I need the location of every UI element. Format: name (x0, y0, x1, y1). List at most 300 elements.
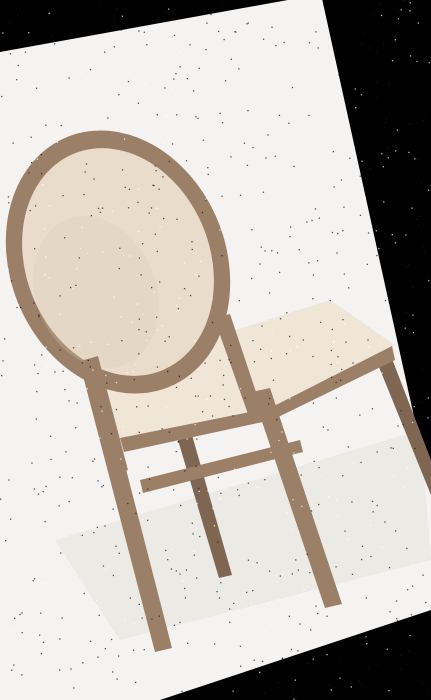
noise-dot (202, 411, 203, 412)
noise-dot (405, 546, 406, 547)
noise-dot (318, 504, 319, 505)
noise-dot (168, 9, 169, 10)
noise-dot (397, 620, 398, 621)
noise-dot (383, 201, 384, 202)
noise-dot (282, 573, 283, 574)
noise-dot (262, 670, 263, 671)
noise-dot (134, 623, 135, 624)
noise-dot (90, 641, 91, 642)
noise-dot (11, 670, 12, 671)
noise-dot (23, 120, 24, 121)
noise-dot (237, 489, 238, 490)
noise-dot (401, 410, 402, 411)
noise-dot (27, 138, 28, 139)
noise-dot (361, 684, 362, 685)
noise-dot (147, 489, 148, 490)
noise-dot (406, 548, 407, 549)
noise-dot (264, 479, 265, 480)
noise-dot (64, 389, 65, 390)
noise-dot (414, 406, 415, 407)
noise-dot (248, 560, 249, 561)
noise-dot (92, 533, 93, 534)
noise-dot (308, 115, 309, 116)
noise-dot (120, 77, 121, 78)
noise-dot (332, 232, 333, 233)
noise-dot (373, 14, 374, 15)
noise-dot (46, 486, 47, 487)
noise-dot (286, 353, 287, 354)
noise-dot (282, 651, 283, 652)
noise-dot (2, 309, 3, 310)
noise-dot (403, 0, 404, 1)
noise-dot (97, 657, 98, 658)
noise-dot (70, 668, 71, 669)
noise-dot (124, 676, 125, 677)
noise-dot (290, 226, 291, 227)
noise-dot (148, 44, 149, 45)
noise-dot (194, 551, 195, 552)
noise-dot (128, 207, 129, 208)
noise-dot (417, 159, 418, 160)
noise-dot (393, 448, 394, 449)
noise-dot (132, 371, 133, 372)
noise-dot (115, 546, 116, 547)
noise-dot (302, 170, 303, 171)
noise-dot (20, 307, 21, 308)
noise-dot (182, 466, 183, 467)
noise-dot (99, 437, 100, 438)
noise-dot (174, 625, 175, 626)
noise-dot (252, 340, 253, 341)
noise-dot (215, 459, 216, 460)
noise-dot (221, 399, 222, 400)
noise-dot (365, 197, 366, 198)
noise-dot (106, 382, 107, 383)
noise-dot (202, 212, 203, 213)
noise-dot (410, 55, 411, 56)
noise-dot (129, 189, 130, 190)
noise-dot (30, 33, 31, 34)
noise-dot (381, 153, 382, 154)
noise-dot (423, 120, 424, 121)
noise-dot (6, 387, 7, 388)
noise-dot (395, 150, 396, 151)
noise-dot (299, 38, 300, 39)
noise-dot (199, 68, 200, 69)
noise-dot (240, 179, 241, 180)
noise-dot (260, 349, 261, 350)
noise-dot (353, 408, 354, 409)
noise-dot (275, 156, 276, 157)
noise-dot (178, 310, 179, 311)
noise-dot (163, 143, 164, 144)
noise-dot (292, 499, 293, 500)
noise-dot (72, 288, 73, 289)
noise-dot (275, 575, 276, 576)
noise-dot (146, 492, 147, 493)
noise-dot (329, 409, 330, 410)
noise-dot (257, 562, 258, 563)
noise-dot (383, 42, 384, 43)
noise-dot (210, 14, 211, 15)
noise-dot (320, 119, 321, 120)
noise-dot (180, 66, 181, 67)
noise-dot (172, 11, 173, 12)
noise-dot (195, 116, 196, 117)
noise-dot (15, 630, 16, 631)
noise-dot (167, 371, 168, 372)
noise-dot (396, 600, 397, 601)
noise-dot (244, 448, 245, 449)
noise-dot (362, 546, 363, 547)
noise-dot (204, 362, 205, 363)
noise-dot (320, 322, 321, 323)
noise-dot (225, 180, 226, 181)
noise-dot (90, 366, 91, 367)
noise-dot (303, 339, 304, 340)
noise-dot (2, 360, 3, 361)
noise-dot (199, 536, 200, 537)
noise-dot (54, 371, 55, 372)
noise-dot (127, 503, 128, 504)
noise-dot (246, 609, 247, 610)
noise-dot (43, 491, 44, 492)
noise-dot (25, 663, 26, 664)
noise-dot (239, 300, 240, 301)
noise-dot (51, 35, 52, 36)
noise-dot (207, 167, 208, 168)
noise-dot (114, 46, 115, 47)
noise-dot (220, 493, 221, 494)
noise-dot (210, 395, 211, 396)
noise-dot (412, 287, 413, 288)
noise-dot (384, 122, 385, 123)
noise-dot (221, 196, 222, 197)
noise-dot (82, 58, 83, 59)
noise-dot (267, 603, 268, 604)
noise-dot (197, 118, 198, 119)
noise-dot (369, 346, 370, 347)
noise-dot (117, 678, 118, 679)
noise-dot (234, 31, 235, 32)
noise-dot (365, 279, 366, 280)
noise-dot (157, 330, 158, 331)
noise-dot (363, 32, 364, 33)
noise-dot (169, 161, 170, 162)
noise-dot (274, 318, 275, 319)
noise-dot (218, 31, 219, 32)
noise-dot (416, 605, 417, 606)
noise-dot (144, 32, 145, 33)
noise-dot (79, 257, 80, 258)
noise-dot (214, 525, 215, 526)
noise-dot (400, 654, 401, 655)
noise-dot (429, 62, 430, 63)
noise-dot (372, 501, 373, 502)
noise-dot (117, 83, 118, 84)
noise-dot (327, 429, 328, 430)
noise-dot (195, 274, 196, 275)
noise-dot (301, 548, 302, 549)
noise-dot (148, 133, 149, 134)
noise-dot (178, 441, 179, 442)
noise-dot (1, 348, 2, 349)
noise-dot (407, 589, 408, 590)
noise-dot (41, 354, 42, 355)
noise-dot (148, 467, 149, 468)
noise-dot (301, 474, 302, 475)
noise-dot (224, 399, 225, 400)
noise-dot (405, 359, 406, 360)
noise-dot (242, 592, 243, 593)
noise-dot (403, 486, 404, 487)
noise-dot (387, 420, 388, 421)
noise-dot (408, 620, 409, 621)
noise-dot (271, 350, 272, 351)
noise-dot (352, 574, 353, 575)
noise-dot (303, 589, 304, 590)
noise-dot (14, 63, 15, 64)
noise-dot (50, 459, 51, 460)
noise-dot (299, 249, 300, 250)
noise-dot (157, 114, 158, 115)
noise-dot (142, 519, 143, 520)
noise-dot (185, 597, 186, 598)
noise-dot (361, 161, 362, 162)
noise-dot (409, 635, 410, 636)
noise-dot (134, 364, 135, 365)
noise-dot (244, 122, 245, 123)
noise-dot (90, 69, 91, 70)
noise-dot (16, 307, 17, 308)
noise-dot (186, 137, 187, 138)
noise-dot (275, 45, 276, 46)
noise-dot (69, 77, 70, 78)
noise-dot (299, 57, 300, 58)
noise-dot (151, 207, 152, 208)
noise-dot (395, 242, 396, 243)
noise-dot (175, 9, 176, 10)
noise-dot (248, 22, 249, 23)
noise-dot (73, 104, 74, 105)
noise-dot (343, 207, 344, 208)
noise-dot (21, 612, 22, 613)
noise-dot (105, 375, 106, 376)
noise-dot (221, 255, 222, 256)
noise-dot (410, 2, 411, 3)
noise-dot (11, 280, 12, 281)
noise-dot (195, 396, 196, 397)
noise-dot (155, 234, 156, 235)
noise-dot (355, 88, 356, 89)
noise-dot (365, 177, 366, 178)
noise-dot (123, 254, 124, 255)
noise-dot (115, 117, 116, 118)
noise-dot (200, 79, 201, 80)
noise-dot (355, 107, 356, 108)
noise-dot (397, 425, 398, 426)
noise-dot (295, 680, 296, 681)
noise-dot (265, 693, 266, 694)
noise-dot (252, 43, 253, 44)
noise-dot (412, 422, 413, 423)
noise-dot (307, 586, 308, 587)
noise-dot (240, 666, 241, 667)
noise-dot (118, 94, 119, 95)
noise-dot (405, 234, 406, 235)
noise-dot (194, 555, 195, 556)
noise-dot (296, 346, 297, 347)
noise-dot (1, 156, 2, 157)
noise-dot (284, 177, 285, 178)
noise-dot (45, 125, 46, 126)
noise-dot (184, 262, 185, 263)
noise-dot (418, 402, 419, 403)
noise-dot (135, 682, 136, 683)
noise-dot (427, 689, 428, 690)
noise-dot (247, 110, 248, 111)
noise-dot (321, 266, 322, 267)
noise-dot (344, 531, 345, 532)
noise-dot (37, 159, 38, 160)
noise-dot (311, 220, 312, 221)
noise-dot (212, 322, 213, 323)
noise-dot (34, 578, 35, 579)
noise-dot (411, 208, 412, 209)
noise-dot (251, 48, 252, 49)
noise-dot (120, 316, 121, 317)
noise-dot (8, 498, 9, 499)
noise-dot (428, 190, 429, 191)
noise-dot (124, 667, 125, 668)
noise-dot (162, 325, 163, 326)
noise-dot (199, 395, 200, 396)
noise-dot (361, 94, 362, 95)
noise-dot (47, 606, 48, 607)
noise-dot (62, 371, 63, 372)
noise-dot (330, 300, 331, 301)
noise-dot (377, 451, 378, 452)
noise-dot (41, 173, 42, 174)
noise-dot (120, 458, 121, 459)
noise-dot (289, 616, 290, 617)
noise-dot (336, 499, 337, 500)
noise-dot (60, 349, 61, 350)
noise-dot (424, 252, 425, 253)
noise-dot (45, 256, 46, 257)
noise-dot (244, 246, 245, 247)
noise-dot (125, 187, 126, 188)
noise-dot (133, 650, 134, 651)
noise-dot (183, 580, 184, 581)
noise-dot (18, 15, 19, 16)
noise-dot (270, 452, 271, 453)
noise-dot (42, 583, 43, 584)
noise-dot (28, 32, 29, 33)
noise-dot (367, 264, 368, 265)
noise-dot (417, 219, 418, 220)
noise-dot (393, 475, 394, 476)
noise-dot (238, 143, 239, 144)
noise-dot (87, 253, 88, 254)
noise-dot (389, 567, 390, 568)
noise-dot (377, 505, 378, 506)
noise-dot (290, 350, 291, 351)
noise-dot (187, 438, 188, 439)
noise-dot (172, 88, 173, 89)
noise-dot (231, 362, 232, 363)
noise-dot (167, 132, 168, 133)
noise-dot (156, 170, 157, 171)
noise-dot (121, 340, 122, 341)
noise-dot (246, 23, 247, 24)
noise-dot (146, 331, 147, 332)
noise-dot (75, 427, 76, 428)
noise-dot (159, 281, 160, 282)
noise-dot (261, 247, 262, 248)
noise-dot (119, 553, 120, 554)
noise-dot (146, 659, 147, 660)
noise-dot (138, 329, 139, 330)
noise-dot (169, 432, 170, 433)
noise-dot (217, 541, 218, 542)
noise-dot (311, 510, 312, 511)
noise-dot (323, 427, 324, 428)
noise-dot (317, 260, 318, 261)
noise-dot (166, 686, 167, 687)
noise-dot (179, 376, 180, 377)
noise-dot (67, 412, 68, 413)
noise-dot (360, 176, 361, 177)
noise-dot (88, 360, 89, 361)
noise-dot (423, 246, 424, 247)
noise-dot (232, 415, 233, 416)
noise-dot (34, 479, 35, 480)
noise-dot (162, 176, 163, 177)
noise-dot (64, 237, 65, 238)
noise-dot (271, 27, 272, 28)
noise-dot (370, 556, 371, 557)
noise-dot (249, 49, 250, 50)
noise-dot (99, 615, 100, 616)
noise-dot (406, 599, 407, 600)
noise-dot (59, 314, 60, 315)
noise-dot (254, 361, 255, 362)
noise-dot (279, 272, 280, 273)
noise-dot (408, 152, 409, 153)
noise-dot (38, 697, 39, 698)
noise-dot (36, 88, 37, 89)
noise-dot (39, 635, 40, 636)
noise-dot (153, 185, 154, 186)
noise-dot (389, 611, 390, 612)
noise-dot (77, 402, 78, 403)
noise-dot (400, 669, 401, 670)
noise-dot (341, 179, 342, 180)
noise-dot (25, 52, 26, 53)
noise-dot (250, 603, 251, 604)
noise-dot (232, 475, 233, 476)
noise-dot (392, 60, 393, 61)
noise-dot (245, 398, 246, 399)
noise-dot (111, 433, 112, 434)
noise-dot (413, 332, 414, 333)
noise-dot (382, 547, 383, 548)
noise-dot (342, 438, 343, 439)
noise-dot (231, 583, 232, 584)
noise-dot (41, 154, 42, 155)
noise-dot (92, 461, 93, 462)
